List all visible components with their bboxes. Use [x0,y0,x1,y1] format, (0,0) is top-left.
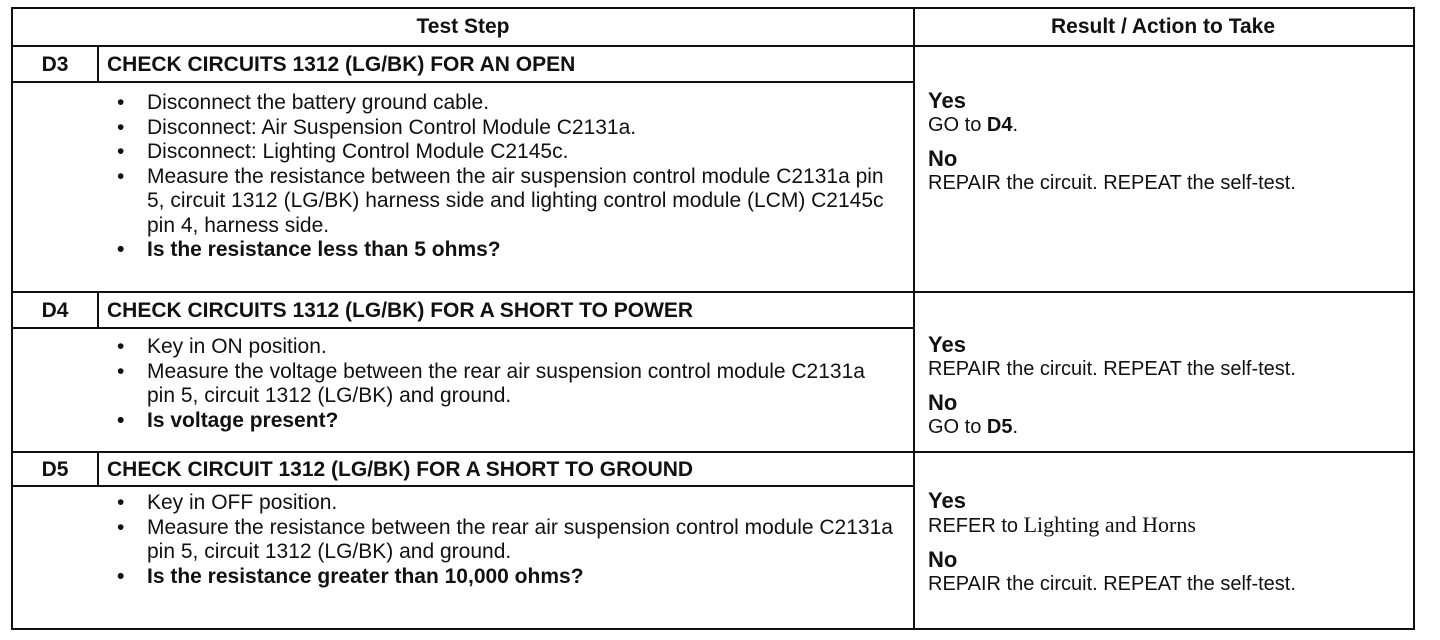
yes-label: Yes [928,332,966,357]
no-action-text: GO to [928,416,987,438]
question-item: • Is voltage present? [117,409,897,434]
no-label: No [928,146,958,171]
instruction-item: • Measure the voltage between the rear air suspension control module C2131a pin 5, circuit 1312 (LG/BK) and ground. [117,360,897,409]
id-divider-d5 [97,453,99,485]
instruction-item: • Disconnect the battery ground cable. [117,91,897,116]
yes-action-text: REFER to [928,515,1024,537]
title-divider-d5 [13,485,913,487]
row-divider-d4 [13,451,1413,453]
no-action: REPAIR the circuit. REPEAT the self-test. [928,573,1296,595]
step-title-d4: CHECK CIRCUITS 1312 (LG/BK) FOR A SHORT TO POWER [107,299,694,322]
no-label: No [928,390,958,415]
header-result-action: Result / Action to Take [1050,15,1276,38]
question-item: • Is the resistance less than 5 ohms? [117,238,897,263]
id-divider-d3 [97,47,99,81]
instruction-item: • Disconnect: Lighting Control Module C2145c. [117,140,897,165]
yes-action [928,113,1408,137]
instruction-item: • Measure the resistance between the rear air suspension control module C2131a pin 5, circuit 1312 (LG/BK) and ground. [117,516,897,565]
step-title-d3: CHECK CIRCUITS 1312 (LG/BK) FOR AN OPEN [107,53,576,76]
instruction-item: • Measure the resistance between the air suspension control module C2131a pin 5, circuit 1312 (LG/BK) harness side and lighting control module (LCM) C2145c pin 4, harness side. [117,165,897,239]
instruction-list-d5 [117,491,897,589]
diagnostic-table [11,7,1415,630]
row-divider-d3 [13,291,1413,293]
step-id-d5: D5 [41,458,69,481]
step-id-d3: D3 [41,53,69,76]
instruction-list-d3 [117,91,897,263]
yes-action [928,513,1408,538]
no-action: REPAIR the circuit. REPEAT the self-test. [928,172,1296,194]
question-item: • Is the resistance greater than 10,000 ohms? [117,565,897,590]
yes-label: Yes [928,488,966,513]
yes-label: Yes [928,88,966,113]
instruction-item: • Key in OFF position. [117,491,897,516]
yes-action-end: . [1012,114,1019,136]
column-divider [913,9,915,628]
header-test-step: Test Step [416,15,510,38]
yes-action: REPAIR the circuit. REPEAT the self-test. [928,358,1296,380]
no-label: No [928,547,958,572]
id-divider-d4 [97,293,99,327]
result-d3 [928,89,1408,195]
instruction-item: • Disconnect: Air Suspension Control Module C2131a. [117,116,897,141]
step-reference: D5 [986,416,1013,438]
result-d4 [928,333,1408,439]
step-title-d5: CHECK CIRCUIT 1312 (LG/BK) FOR A SHORT TO GROUND [107,458,694,481]
header-divider [13,45,1413,47]
step-reference: D4 [986,114,1013,136]
no-action [928,415,1408,439]
yes-action-text: GO to [928,114,987,136]
title-divider-d4 [13,327,913,329]
reference-link: Lighting and Horns [1023,512,1196,537]
no-action-end: . [1012,416,1019,438]
result-d5 [928,489,1408,596]
instruction-item: • Key in ON position. [117,335,897,360]
instruction-list-d4 [117,335,897,433]
title-divider-d3 [13,81,913,83]
step-id-d4: D4 [41,299,69,322]
